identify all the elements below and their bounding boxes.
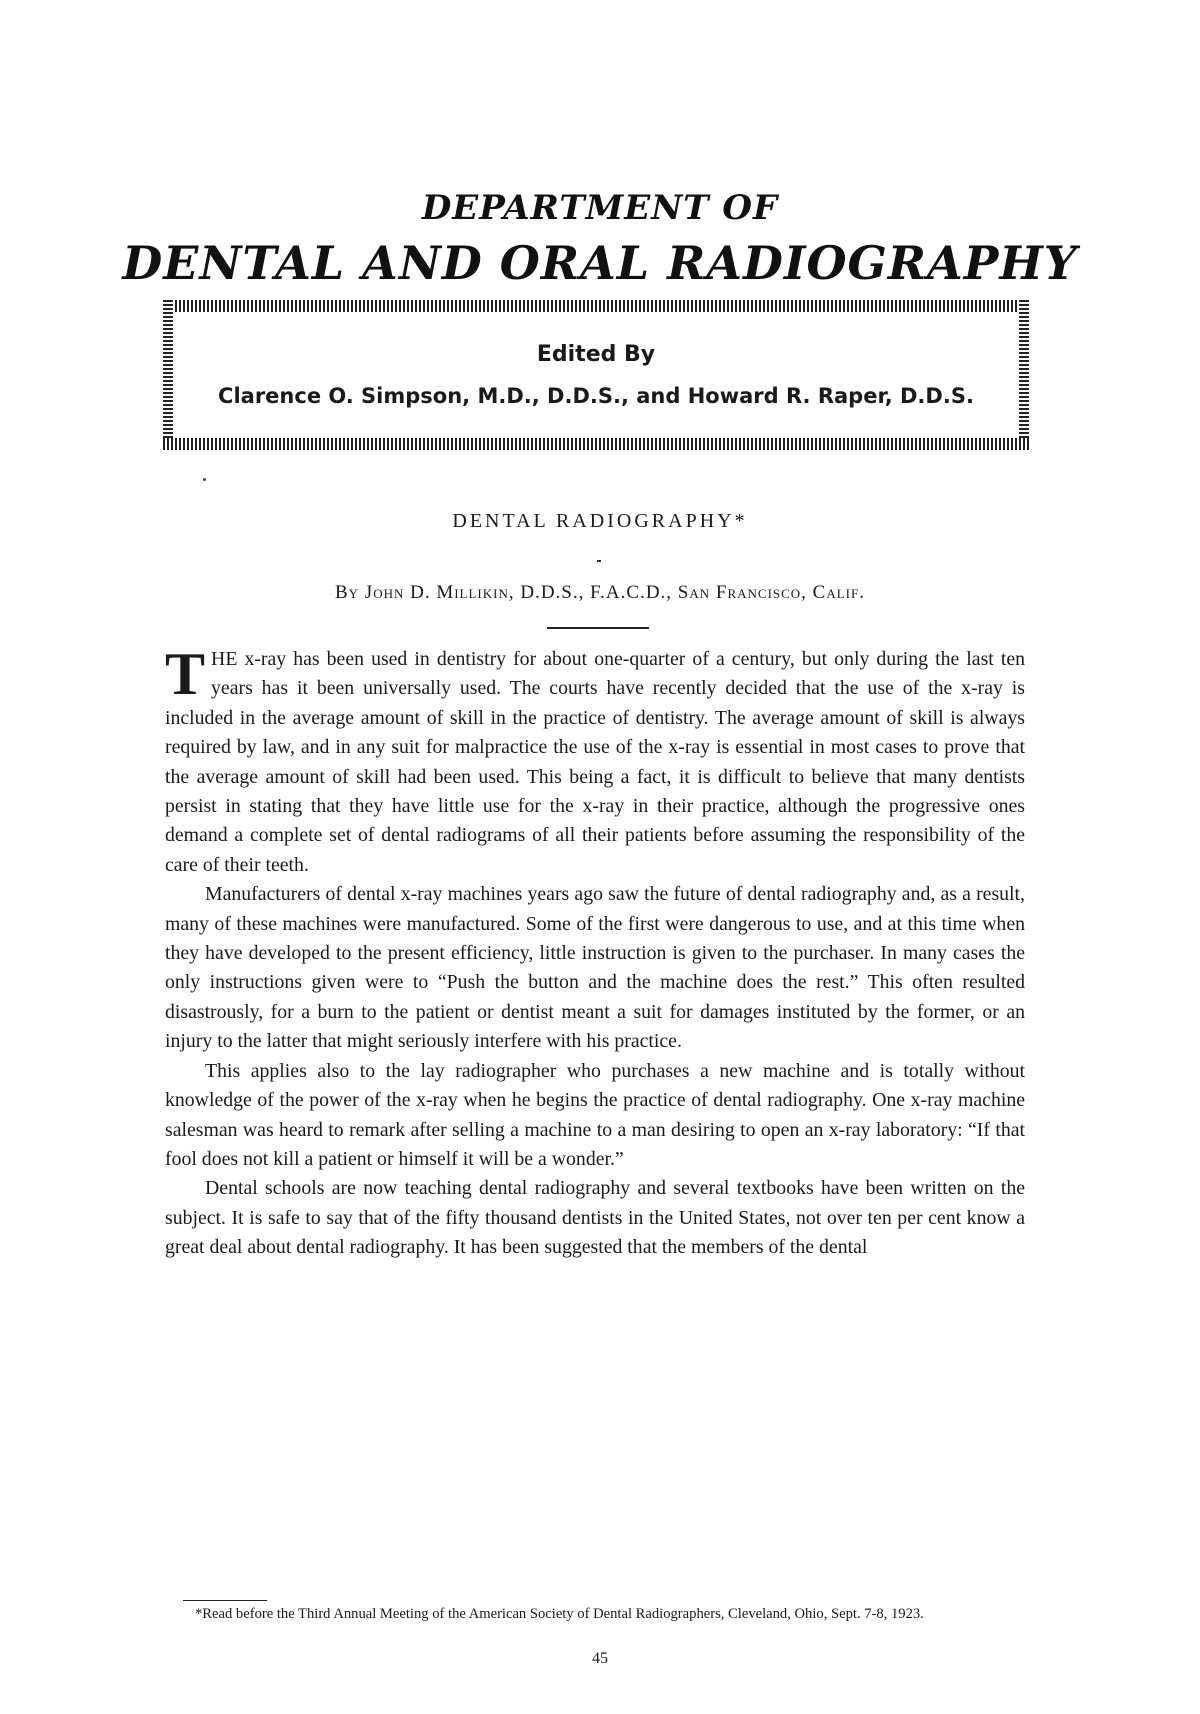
paragraph-1-text: HE x-ray has been used in dentistry for about one-quarter of a century, but only during the last ten years has it been universally used. The courts have recently decided that the use of the x-ray is included in the average amount of skill in the practice of dentistry. The average amount of skill is always required by law, and in any suit for malpractice the use of the x-ray is essential in most cases to prove that the average amount of skill had been used. This being a fact, it is difficult to believe that many dentists persist in stating that they have little use for the x-ray in their practice, although the progressive ones demand a complete set of dental radiograms of all their patients before assuming the responsibility of the care of their teeth. <box>165 648 1025 876</box>
editors-names: Clarence O. Simpson, M.D., D.D.S., and Howard R. Raper, D.D.S. <box>218 384 974 408</box>
paragraph-2: Manufacturers of dental x-ray machines years ago saw the future of dental radiography and, as a result, many of these machines were manufactured. Some of the first were dangerous to use, and at this time when they have developed to the present efficiency, little instruction is given to the purchaser. In many cases the only instructions given were to “Push the button and the machine does the rest.” This often resulted disastrously, for a burn to the patient or dentist meant a suit for damages instituted by the former, or an injury to the latter that might seriously interfere with his practice. <box>165 883 1025 1053</box>
paragraph-3: This applies also to the lay radiographer who purchases a new machine and is totally without knowledge of the power of the x-ray when he begins the practice of dental radiography. One x-ray machine salesman was heard to remark after selling a machine to a man desiring to open an x-ray laboratory: “If that fool does not kill a patient or himself it will be a wonder.” <box>165 1059 1025 1170</box>
ornamental-rule-top <box>163 300 1029 312</box>
title-divider-tick <box>597 560 601 562</box>
drop-cap: T <box>165 641 206 707</box>
stray-mark <box>203 478 206 481</box>
page-number: 45 <box>592 1650 608 1667</box>
ornamental-rule-bottom <box>163 438 1029 450</box>
ornamental-rule-left <box>163 300 173 450</box>
footnote: *Read before the Third Annual Meeting of the American Society of Dental Radiographers, Cleveland, Ohio, Sept. 7-8, 1923. <box>195 1606 924 1622</box>
paragraph-1 <box>165 641 1025 880</box>
edited-by-label: Edited By <box>536 342 656 367</box>
article-body <box>165 641 1025 1263</box>
article-byline: By John D. Millikin, D.D.S., F.A.C.D., San Francisco, Calif. <box>334 582 865 603</box>
footnote-rule <box>183 1600 267 1601</box>
ornamental-rule-right <box>1019 300 1029 450</box>
article-title: DENTAL RADIOGRAPHY* <box>452 510 748 532</box>
byline-divider <box>547 627 649 629</box>
paragraph-4: Dental schools are now teaching dental radiography and several textbooks have been written on the subject. It is safe to say that of the fifty thousand dentists in the United States, not over ten per cent know a great deal about dental radiography. It has been suggested that the members of the dental <box>165 1177 1025 1259</box>
department-heading-line1: DEPARTMENT OF <box>421 188 779 228</box>
department-heading-line2: DENTAL AND ORAL RADIOGRAPHY <box>122 236 1078 290</box>
editors-box <box>163 300 1029 450</box>
